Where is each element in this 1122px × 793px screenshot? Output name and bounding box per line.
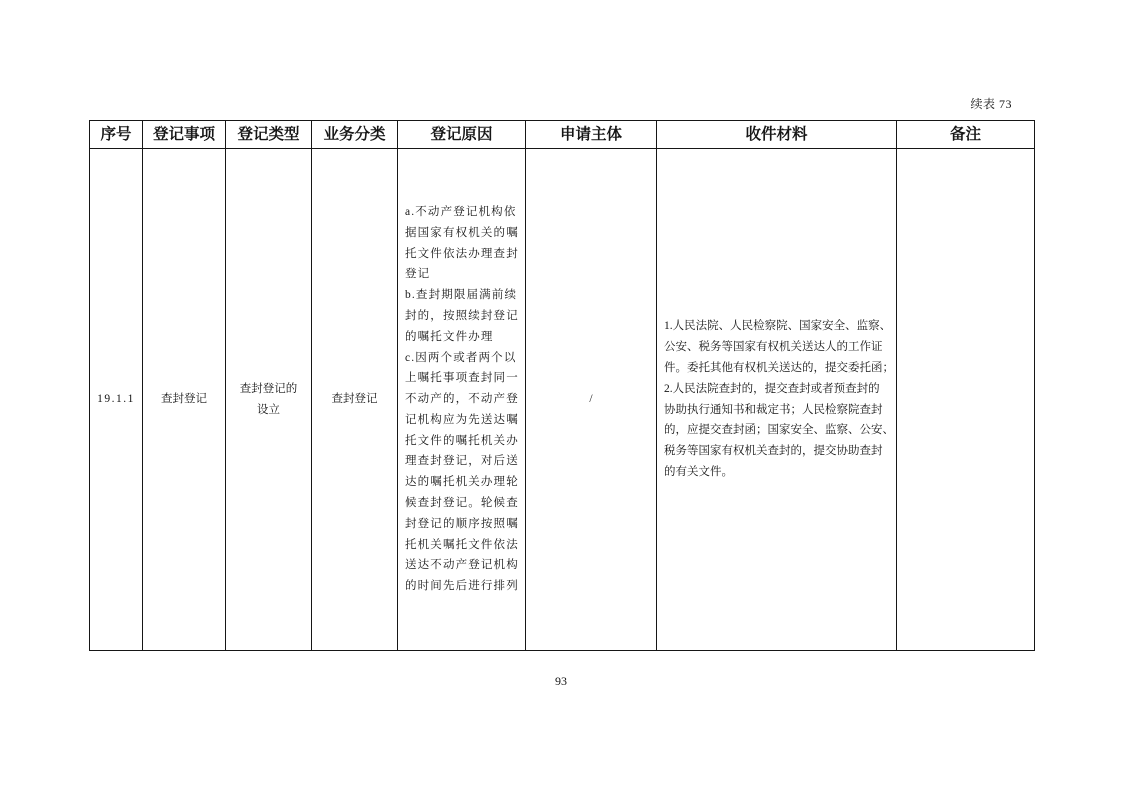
- reason-line: 达的嘱托机关办理轮: [405, 476, 519, 489]
- reason-line: 上嘱托事项查封同一: [405, 372, 519, 385]
- materials-line: 件。委托其他有权机关送达的，提交委托函；: [664, 361, 894, 374]
- registration-type-line: 设立: [257, 403, 280, 416]
- header-row: [90, 121, 1035, 149]
- reason-item-a: [405, 202, 525, 285]
- reason-item-c: [405, 348, 525, 598]
- registration-reason-cell: [398, 149, 526, 651]
- applicant-cell: /: [526, 149, 657, 651]
- header-registration-item: 登记事项: [143, 121, 226, 149]
- reason-line: 据国家有权机关的嘱: [405, 226, 519, 239]
- header-business-category: 业务分类: [312, 121, 398, 149]
- materials-line: 税务等国家有权机关查封的，提交协助查封: [664, 445, 883, 458]
- reason-line: 登记: [405, 268, 431, 281]
- header-applicant: 申请主体: [526, 121, 657, 149]
- materials-line: 1.人民法院、人民检察院、国家安全、监察、: [664, 320, 892, 333]
- reason-line: c.因两个或者两个以: [405, 351, 517, 364]
- reason-line: a.不动产登记机构依: [405, 205, 517, 218]
- reason-item-b: [405, 285, 525, 347]
- reason-line: 理查封登记，对后送: [405, 455, 519, 468]
- page-number: 93: [555, 674, 567, 688]
- registration-type-line: 查封登记的: [239, 382, 298, 395]
- reason-line: 托文件的嘱托机关办: [405, 434, 519, 447]
- header-serial-no: 序号: [90, 121, 143, 149]
- registration-table: [89, 120, 1035, 651]
- materials-line: 的有关文件。: [664, 465, 733, 478]
- header-registration-type: 登记类型: [226, 121, 312, 149]
- reason-line: 不动产的，不动产登: [405, 393, 519, 406]
- reason-line: b.查封期限届满前续: [405, 289, 518, 302]
- reason-line: 记机构应为先送达嘱: [405, 413, 519, 426]
- materials-line: 公安、税务等国家有权机关送达人的工作证: [664, 341, 883, 354]
- table-row: [90, 149, 1035, 651]
- materials-cell: [657, 149, 897, 651]
- header-materials: 收件材料: [657, 121, 897, 149]
- continuation-label: 续表 73: [970, 97, 1012, 111]
- table-header: [90, 121, 1035, 149]
- materials-item-1: [664, 316, 896, 378]
- registration-type-cell: [226, 149, 312, 651]
- header-remarks: 备注: [897, 121, 1035, 149]
- materials-line: 的，应提交查封函；国家安全、监察、公安、: [664, 424, 894, 437]
- reason-line: 托机关嘱托文件依法: [405, 538, 519, 551]
- materials-line: 2.人民法院查封的，提交查封或者预查封的: [664, 382, 880, 395]
- reason-line: 的嘱托文件办理: [405, 330, 494, 343]
- registration-item-cell: 查封登记: [143, 149, 226, 651]
- business-category-cell: 查封登记: [312, 149, 398, 651]
- serial-no-cell: 19.1.1: [90, 149, 143, 651]
- reason-line: 送达不动产登记机构: [405, 559, 519, 572]
- reason-line: 托文件依法办理查封: [405, 247, 519, 260]
- table-body: [90, 149, 1035, 651]
- reason-line: 的时间先后进行排列: [405, 580, 519, 593]
- header-registration-reason: 登记原因: [398, 121, 526, 149]
- reason-line: 候查封登记。轮候查: [405, 497, 519, 510]
- materials-item-2: [664, 379, 896, 483]
- reason-line: 封登记的顺序按照嘱: [405, 517, 519, 530]
- materials-line: 协助执行通知书和裁定书；人民检察院查封: [664, 403, 883, 416]
- remarks-cell: [897, 149, 1035, 651]
- reason-line: 封的，按照续封登记: [405, 309, 519, 322]
